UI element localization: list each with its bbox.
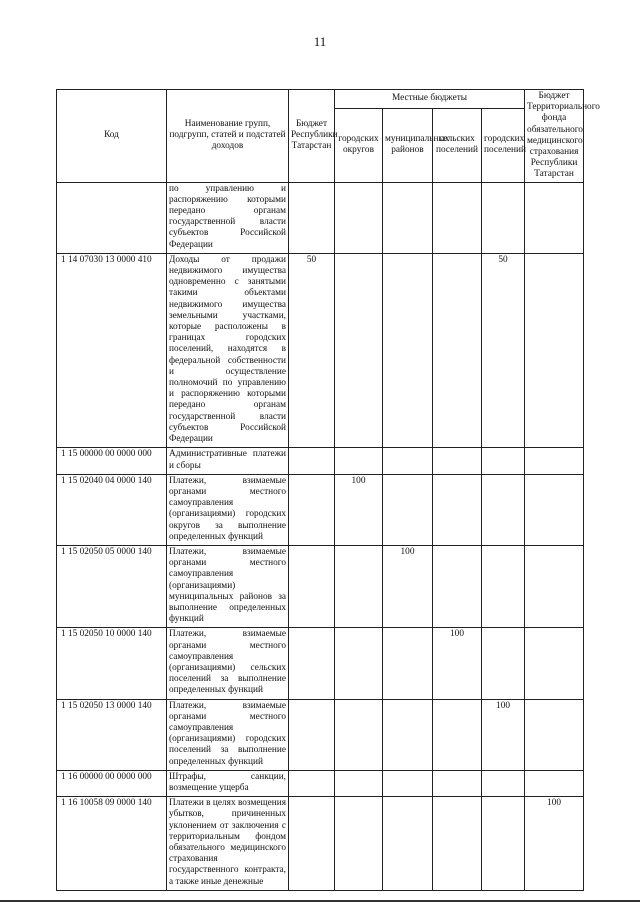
table-row bbox=[57, 253, 584, 447]
row-sp-value bbox=[433, 797, 482, 891]
header-tfoms: Бюджет Территориального фонда обязательного медицинского страхования Республики Татарстан bbox=[525, 90, 584, 183]
row-code: 1 15 02040 04 0000 140 bbox=[57, 474, 167, 545]
row-sp-value bbox=[433, 253, 482, 447]
row-sp-value bbox=[433, 474, 482, 545]
row-name: Платежи, взимаемые органами местного самоуправления (организациями) муниципальных районов за выполнение определенных функций bbox=[167, 545, 289, 627]
row-tf-value bbox=[525, 770, 584, 796]
row-gp-value bbox=[482, 545, 525, 627]
row-name: Административные платежи и сборы bbox=[167, 448, 289, 474]
row-tf-value bbox=[525, 253, 584, 447]
header-city-districts: городских округов bbox=[335, 108, 383, 182]
row-mr-value bbox=[383, 448, 433, 474]
row-sp-value bbox=[433, 699, 482, 770]
row-gp-value bbox=[482, 448, 525, 474]
row-sp-value bbox=[433, 182, 482, 253]
row-rt-value bbox=[289, 770, 335, 796]
table-row bbox=[57, 628, 584, 699]
table-row bbox=[57, 545, 584, 627]
header-rural-settlements: сельских поселений bbox=[433, 108, 482, 182]
row-code: 1 15 02050 10 0000 140 bbox=[57, 628, 167, 699]
table-row bbox=[57, 699, 584, 770]
row-gp-value bbox=[482, 474, 525, 545]
row-code: 1 14 07030 13 0000 410 bbox=[57, 253, 167, 447]
row-mr-value bbox=[383, 628, 433, 699]
row-gp-value bbox=[482, 770, 525, 796]
row-tf-value bbox=[525, 545, 584, 627]
header-rt-budget: Бюджет Республики Татарстан bbox=[289, 90, 335, 183]
row-mr-value bbox=[383, 474, 433, 545]
row-name: Платежи, взимаемые органами местного самоуправления (организациями) городских поселений за выполнение определенных функций bbox=[167, 699, 289, 770]
row-code: 1 15 02050 13 0000 140 bbox=[57, 699, 167, 770]
header-local-budgets: Местные бюджеты bbox=[335, 90, 525, 109]
row-mr-value bbox=[383, 770, 433, 796]
table-row bbox=[57, 448, 584, 474]
row-mr-value bbox=[383, 699, 433, 770]
table-row bbox=[57, 182, 584, 253]
page-bottom-rule bbox=[0, 900, 640, 902]
row-code bbox=[57, 182, 167, 253]
row-name: Платежи, взимаемые органами местного самоуправления (организациями) сельских поселений за выполнение определенных функций bbox=[167, 628, 289, 699]
row-code: 1 15 02050 05 0000 140 bbox=[57, 545, 167, 627]
row-mr-value bbox=[383, 253, 433, 447]
row-rt-value bbox=[289, 448, 335, 474]
row-go-value bbox=[335, 628, 383, 699]
row-name: Доходы от продажи недвижимого имущества одновременно с занятыми такими объектами недвижимого имущества земельными участками, которые расположены в границах городских поселений, находятся в федеральной собственности и осуществление полномочий по управлению и распоряжению которыми передано органам государственной власти субъектов Российской Федерации bbox=[167, 253, 289, 447]
header-code: Код bbox=[57, 90, 167, 183]
header-urban-settlements: городских поселений bbox=[482, 108, 525, 182]
row-gp-value: 50 bbox=[482, 253, 525, 447]
row-tf-value bbox=[525, 448, 584, 474]
row-gp-value bbox=[482, 182, 525, 253]
row-tf-value bbox=[525, 699, 584, 770]
row-mr-value bbox=[383, 182, 433, 253]
revenue-table bbox=[56, 89, 600, 891]
row-rt-value bbox=[289, 182, 335, 253]
row-rt-value: 50 bbox=[289, 253, 335, 447]
row-go-value bbox=[335, 797, 383, 891]
row-sp-value: 100 bbox=[433, 628, 482, 699]
header-municipal-districts: муниципальных районов bbox=[383, 108, 433, 182]
row-name: Штрафы, санкции, возмещение ущерба bbox=[167, 770, 289, 796]
row-name: Платежи, взимаемые органами местного самоуправления (организациями) городских округов за выполнение определенных функций bbox=[167, 474, 289, 545]
row-gp-value bbox=[482, 797, 525, 891]
row-rt-value bbox=[289, 797, 335, 891]
row-go-value bbox=[335, 770, 383, 796]
row-sp-value bbox=[433, 770, 482, 796]
row-mr-value bbox=[383, 797, 433, 891]
row-tf-value bbox=[525, 628, 584, 699]
row-code: 1 16 00000 00 0000 000 bbox=[57, 770, 167, 796]
table-row bbox=[57, 797, 584, 891]
row-tf-value bbox=[525, 182, 584, 253]
row-gp-value: 100 bbox=[482, 699, 525, 770]
row-rt-value bbox=[289, 545, 335, 627]
row-go-value: 100 bbox=[335, 474, 383, 545]
row-rt-value bbox=[289, 628, 335, 699]
row-gp-value bbox=[482, 628, 525, 699]
row-tf-value: 100 bbox=[525, 797, 584, 891]
row-code: 1 15 00000 00 0000 000 bbox=[57, 448, 167, 474]
row-go-value bbox=[335, 699, 383, 770]
row-go-value bbox=[335, 253, 383, 447]
row-sp-value bbox=[433, 448, 482, 474]
row-name: по управлению и распоряжению которыми передано органам государственной власти субъектов Российской Федерации bbox=[167, 182, 289, 253]
page-number: 11 bbox=[313, 34, 327, 49]
row-go-value bbox=[335, 545, 383, 627]
table-row bbox=[57, 474, 584, 545]
row-go-value bbox=[335, 182, 383, 253]
row-code: 1 16 10058 09 0000 140 bbox=[57, 797, 167, 891]
table-row bbox=[57, 770, 584, 796]
row-tf-value bbox=[525, 474, 584, 545]
row-mr-value: 100 bbox=[383, 545, 433, 627]
row-rt-value bbox=[289, 699, 335, 770]
row-name: Платежи в целях возмещения убытков, причиненных уклонением от заключения с территориальным фондом обязательного медицинского страхования государственного контракта, а также иные денежные bbox=[167, 797, 289, 891]
row-go-value bbox=[335, 448, 383, 474]
header-name: Наименование групп, подгрупп, статей и подстатей доходов bbox=[167, 90, 289, 183]
row-rt-value bbox=[289, 474, 335, 545]
row-sp-value bbox=[433, 545, 482, 627]
